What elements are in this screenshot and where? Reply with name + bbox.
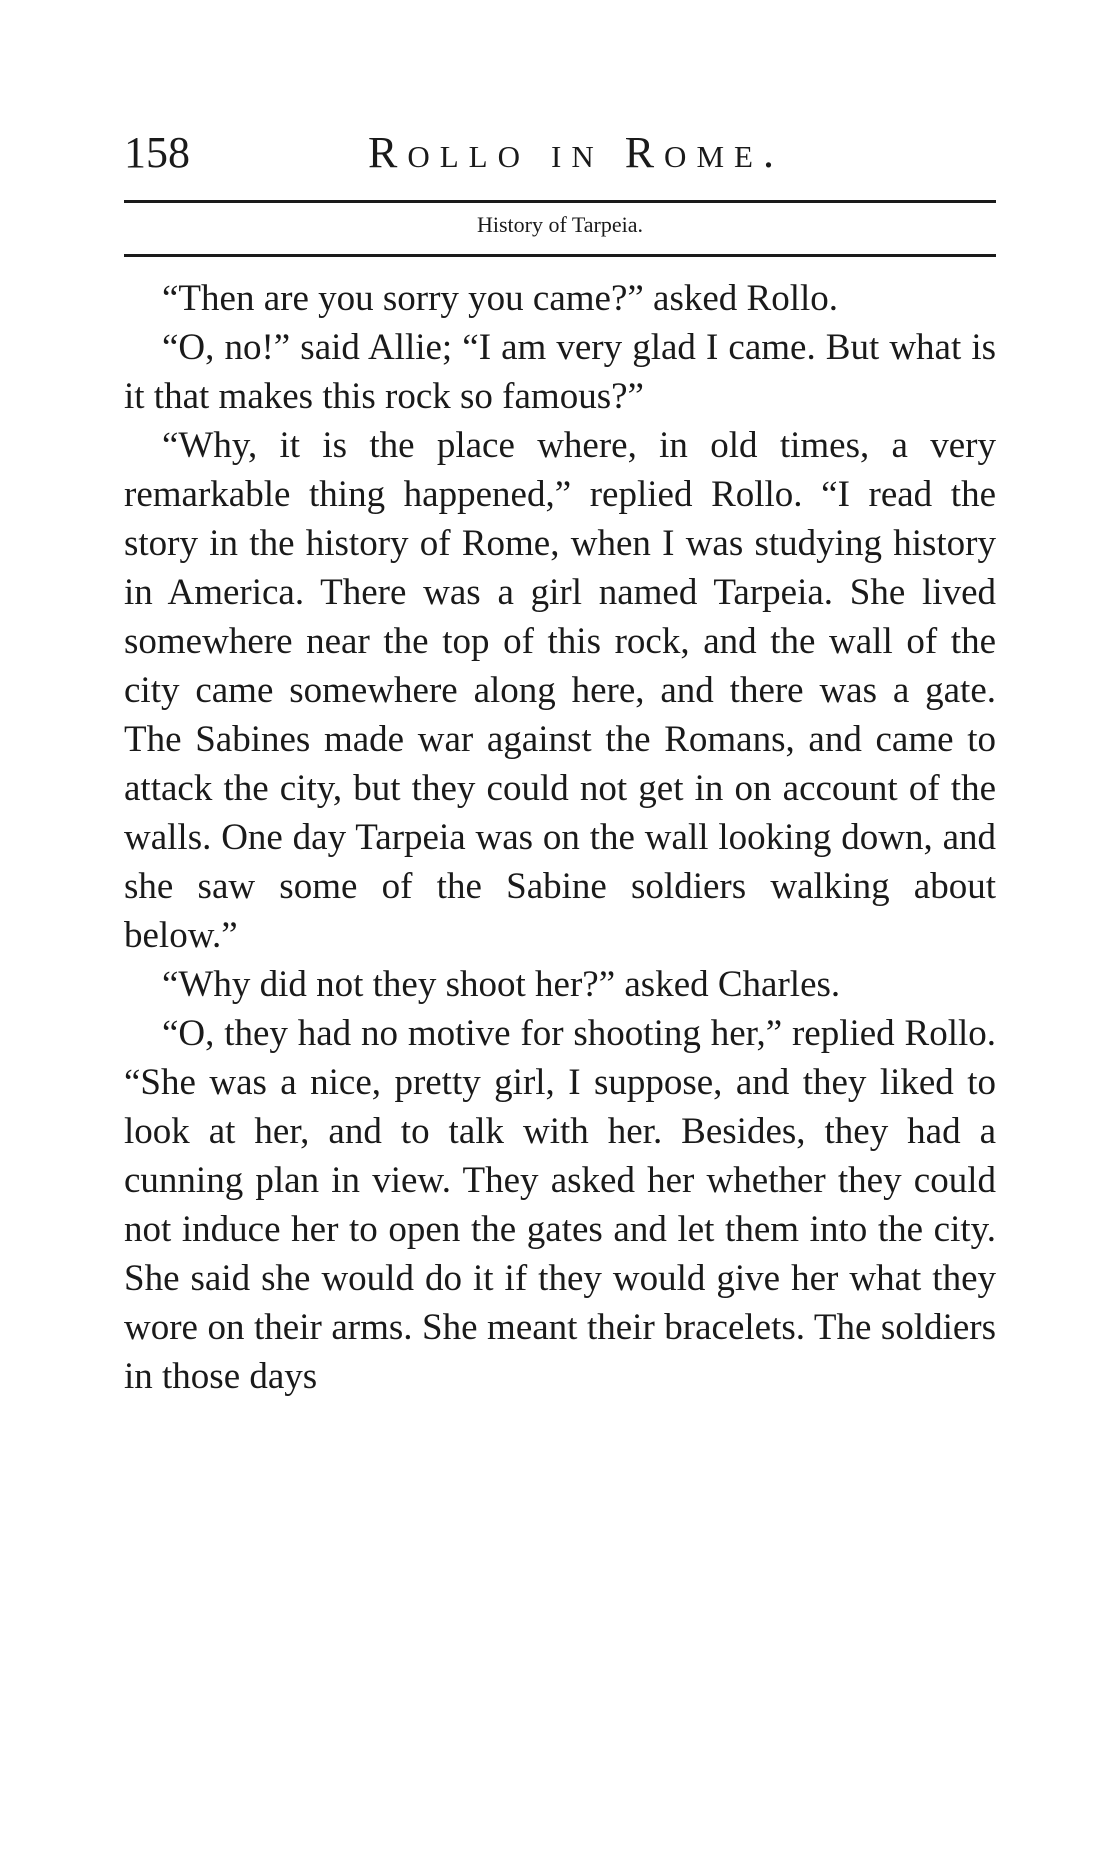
book-page — [124, 0, 996, 1852]
page-number: 158 — [124, 128, 190, 177]
paragraph: “Then are you sorry you came?” asked Rollo. — [162, 278, 839, 319]
header-rule-top — [124, 200, 996, 203]
book-title: Rollo in Rome. — [368, 128, 784, 177]
paragraph: “O, no!” said Allie; “I am very glad I came. But what is it that makes this rock so famous?” — [124, 327, 996, 417]
running-head — [124, 128, 996, 178]
header-rule-bottom — [124, 254, 996, 257]
paragraph: “Why did not they shoot her?” asked Charles. — [162, 964, 841, 1005]
paragraph: “Why, it is the place where, in old times, a very remarkable thing happened,” replied Rollo. “I read the story in the history of Rome, when I was studying history in America. There was a girl named Tarpeia. She lived somewhere near the top of this rock, and the wall of the city came somewhere along here, and there was a gate. The Sabines made war against the Romans, and came to attack the city, but they could not get in on account of the walls. One day Tarpeia was on the wall looking down, and she saw some of the Sabine soldiers walking about below.” — [124, 425, 996, 956]
section-title: History of Tarpeia. — [476, 212, 644, 237]
body-text — [124, 274, 996, 1401]
paragraph: “O, they had no motive for shooting her,” replied Rollo. “She was a nice, pretty girl, I suppose, and they liked to look at her, and to talk with her. Besides, they had a cunning plan in view. They asked her whether they could not induce her to open the gates and let them into the city. She said she would do it if they would give her what they wore on their arms. She meant their bracelets. The soldiers in those days — [124, 1013, 996, 1397]
